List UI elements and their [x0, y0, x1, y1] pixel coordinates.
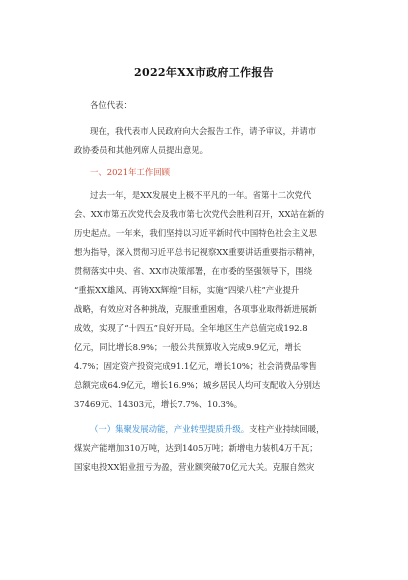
paragraph-line: 亿元，同比增长8.9%；一般公共预算收入完成9.9亿元，增长: [74, 342, 302, 352]
subsection-line: 煤炭产能增加310万吨，达到1405万吨；新增电力装机4万千瓦；: [74, 443, 318, 453]
paragraph-line: 会、XX市第五次党代会及我市第七次党代会胜利召开，XX站在新的: [74, 209, 324, 219]
paragraph-line: 想为指导，深入贯彻习近平总书记视察XX重要讲话重要指示精神，: [74, 247, 321, 257]
paragraph-line: 成效，实现了“十四五”良好开局。全年地区生产总值完成192.8: [74, 323, 308, 333]
paragraph-line: 历史起点。一年来，我们坚持以习近平新时代中国特色社会主义思: [74, 228, 317, 238]
intro-line: 现在，我代表市人民政府向大会报告工作，请予审议，并请市: [90, 126, 317, 136]
intro-line: 政协委员和其他列席人员提出意见。: [74, 145, 208, 155]
subsection-first-line: [90, 423, 325, 435]
paragraph-line: 37469元、14303元，增长7.7%、10.3%。: [74, 399, 243, 409]
paragraph-line: “重振XX雄风、再铸XX辉煌”目标，实施“四梁八柱”产业提升: [74, 285, 300, 295]
subsection-text: 支柱产业持续回暖，: [249, 424, 325, 434]
paragraph-line: 过去一年，是XX发展史上极不平凡的一年。省第十二次党代: [90, 190, 312, 200]
paragraph-line: 4.7%；固定资产投资完成91.1亿元，增长10%；社会消费品零售: [74, 361, 317, 371]
subsection-heading: （一）集聚发展动能，产业转型提质升级。: [90, 424, 250, 434]
paragraph-line: 贯彻落实中央、省、XX市决策部署，在市委的坚强领导下，围绕: [74, 266, 313, 276]
subsection-line: 国家电投XX铝业扭亏为盈，营业额突破70亿元大关。克服自然灾: [74, 462, 315, 472]
paragraph-line: 战略，有效应对各种挑战，克服重重困难，各项事业取得新进展新: [74, 304, 317, 314]
document-title: 2022年XX市政府工作报告: [134, 66, 274, 79]
paragraph-line: 总额完成64.9亿元，增长16.9%；城乡居民人均可支配收入分别达: [74, 380, 321, 390]
section-heading: 一、2021年工作回顾: [90, 167, 170, 177]
salutation: 各位代表：: [90, 100, 132, 110]
